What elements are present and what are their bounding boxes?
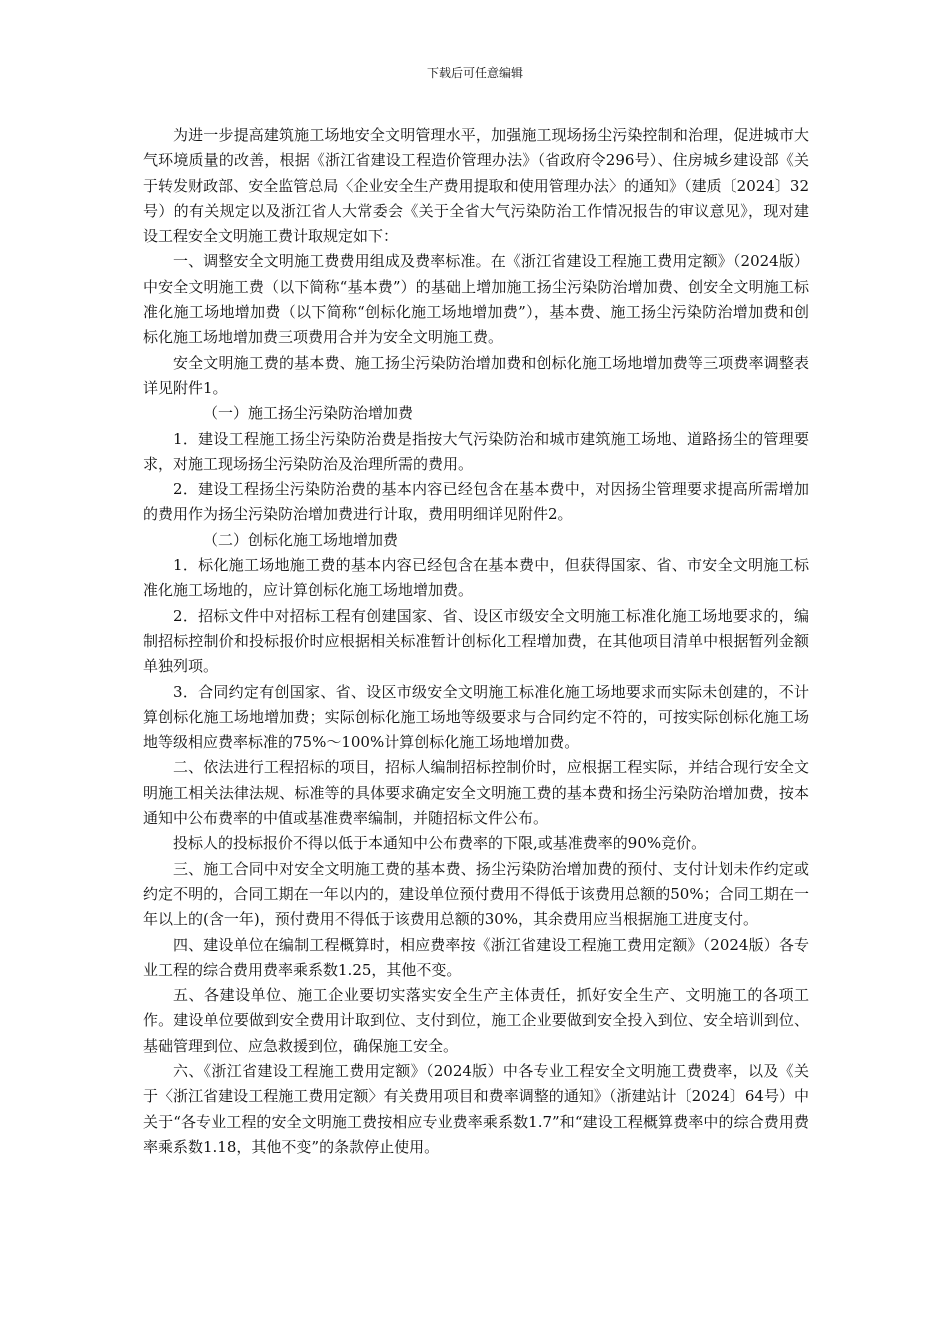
paragraph-section-1: 一、调整安全文明施工费费用组成及费率标准。在《浙江省建设工程施工费用定额》（2024版）中安全文明施工费（以下简称“基本费”）的基础上增加施工扬尘污染防治增加费、创安全文明施工标准化施工场地增加费（以下简称“创标化施工场地增加费”），基本费、施工扬尘污染防治增加费和创标化施工场地增加费三项费用合并为安全文明施工费。 bbox=[143, 252, 809, 347]
paragraph-section-1-rates: 安全文明施工费的基本费、施工扬尘污染防治增加费和创标化施工场地增加费等三项费率调整表详见附件1。 bbox=[143, 353, 809, 397]
paragraph-site-1: 1．标化施工场地施工费的基本内容已经包含在基本费中，但获得国家、省、市安全文明施工标准化施工场地的，应计算创标化施工场地增加费。 bbox=[143, 556, 809, 600]
paragraph-section-2: 二、依法进行工程招标的项目，招标人编制招标控制价时，应根据工程实际，并结合现行安全文明施工相关法律法规、标准等的具体要求确定安全文明施工费的基本费和扬尘污染防治增加费，按本通知中公布费率的中值或基准费率编制，并随招标文件公布。 bbox=[143, 758, 809, 828]
paragraph-section-6: 六、《浙江省建设工程施工费用定额》（2024版）中各专业工程安全文明施工费费率，以及《关于〈浙江省建设工程施工费用定额〉有关费用项目和费率调整的通知》（浙建站计〔2024〕64号）中关于“各专业工程的安全文明施工费按相应专业费率乘系数1.7”和“建设工程概算费率中的综合费用费率乘系数1.18，其他不变”的条款停止使用。 bbox=[143, 1061, 809, 1156]
paragraph-site-3: 3．合同约定有创国家、省、设区市级安全文明施工标准化施工场地要求而实际未创建的，不计算创标化施工场地增加费；实际创标化施工场地等级要求与合同约定不符的，可按实际创标化施工场地等级相应费率标准的75%～100%计算创标化施工场地增加费。 bbox=[143, 682, 809, 752]
paragraph-dust-1: 1．建设工程施工扬尘污染防治费是指按大气污染防治和城市建筑施工场地、道路扬尘的管理要求，对施工现场扬尘污染防治及治理所需的费用。 bbox=[143, 429, 809, 473]
subheading-dust-pollution: （一）施工扬尘污染防治增加费 bbox=[203, 404, 414, 423]
paragraph-section-2-bid: 投标人的投标报价不得以低于本通知中公布费率的下限,或基准费率的90%竞价。 bbox=[173, 834, 707, 853]
page-header: 下载后可任意编辑 bbox=[426, 66, 523, 80]
paragraph-intro: 为进一步提高建筑施工场地安全文明管理水平，加强施工现场扬尘污染控制和治理，促进城市大气环境质量的改善，根据《浙江省建设工程造价管理办法》（省政府令296号）、住房城乡建设部《关于转发财政部、安全监管总局〈企业安全生产费用提取和使用管理办法〉的通知》（建质〔2024〕32号）的有关规定以及浙江省人大常委会《关于全省大气污染防治工作情况报告的审议意见》，现对建设工程安全文明施工费计取规定如下： bbox=[143, 126, 809, 246]
document-body bbox=[143, 123, 809, 1160]
paragraph-section-4: 四、建设单位在编制工程概算时，相应费率按《浙江省建设工程施工费用定额》（2024版）各专业工程的综合费用费率乘系数1.25，其他不变。 bbox=[143, 935, 809, 979]
paragraph-section-5: 五、各建设单位、施工企业要切实落实安全生产主体责任，抓好安全生产、文明施工的各项工作。建设单位要做到安全费用计取到位、支付到位，施工企业要做到安全投入到位、安全培训到位、基础管理到位、应急救援到位，确保施工安全。 bbox=[143, 986, 809, 1055]
subheading-standardized-site: （二）创标化施工场地增加费 bbox=[203, 530, 399, 549]
paragraph-section-3: 三、施工合同中对安全文明施工费的基本费、扬尘污染防治增加费的预付、支付计划未作约定或约定不明的，合同工期在一年以内的，建设单位预付费用不得低于该费用总额的50%；合同工期在一年以上的(含一年)，预付费用不得低于该费用总额的30%，其余费用应当根据施工进度支付。 bbox=[143, 859, 809, 929]
paragraph-dust-2: 2．建设工程扬尘污染防治费的基本内容已经包含在基本费中，对因扬尘管理要求提高所需增加的费用作为扬尘污染防治增加费进行计取，费用明细详见附件2。 bbox=[143, 480, 809, 524]
paragraph-site-2: 2．招标文件中对招标工程有创建国家、省、设区市级安全文明施工标准化施工场地要求的，编制招标控制价和投标报价时应根据相关标准暂计创标化工程增加费，在其他项目清单中根据暂列金额单独列项。 bbox=[143, 606, 809, 676]
